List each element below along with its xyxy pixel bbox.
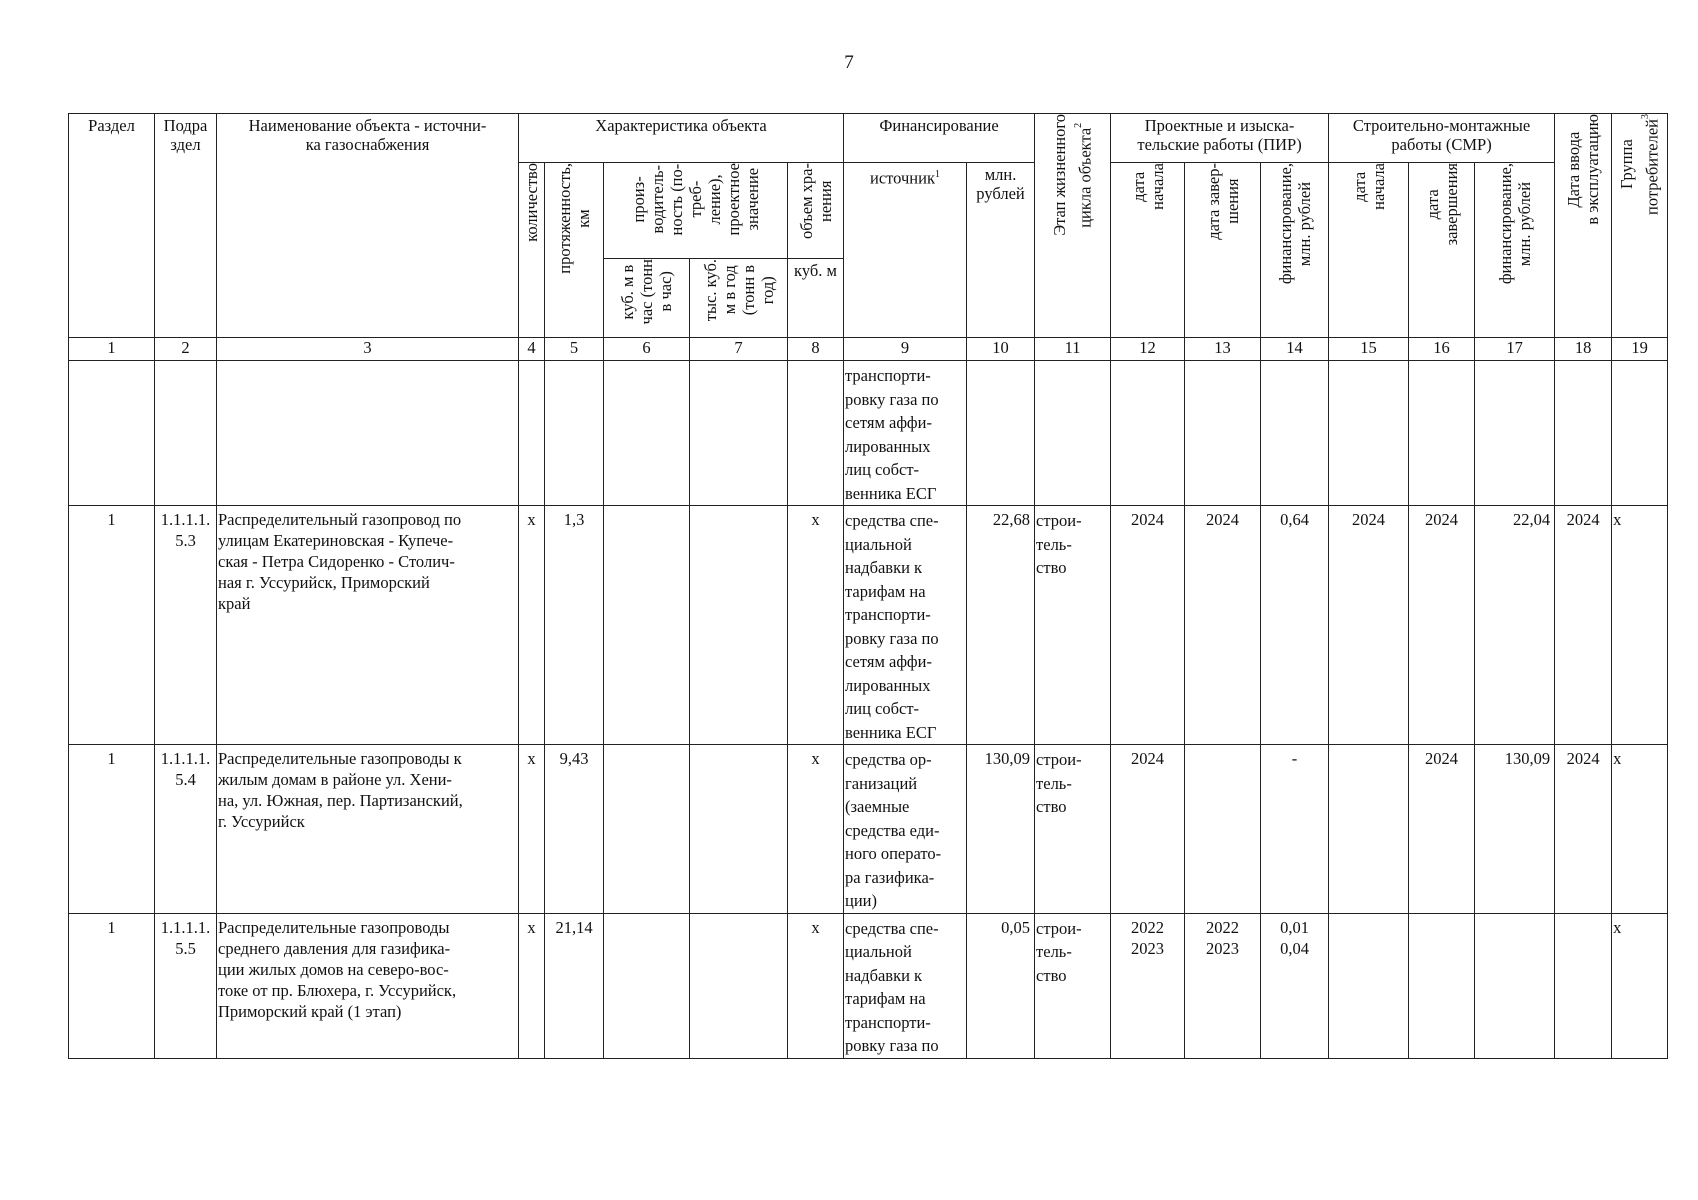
smr-fin-cell: 130,09: [1475, 745, 1555, 914]
smr-end-cell: 2024: [1409, 745, 1475, 914]
length-label: протяженность, км: [555, 163, 593, 274]
stage-cell: строи- тель- ство: [1035, 745, 1111, 914]
pir-start-cell: 2024: [1111, 506, 1185, 745]
pir-start-cell: 2022 2023: [1111, 913, 1185, 1058]
header-pir-start: [1111, 163, 1185, 338]
smr-fin-label: финансирование, млн. рублей: [1495, 163, 1534, 285]
pir-start-label: дата начала: [1128, 163, 1167, 210]
pir-fin-cell: 0,64: [1261, 506, 1329, 745]
header-productivity: [604, 163, 788, 259]
column-number: 12: [1111, 338, 1185, 361]
header-storage: [788, 163, 844, 259]
razdel-cell: 1: [69, 506, 155, 745]
header-cub-hour: [604, 259, 690, 338]
column-number: 8: [788, 338, 844, 361]
column-number: 17: [1475, 338, 1555, 361]
column-numbers-row: [69, 338, 1668, 361]
source-cell: средства спе- циальной надбавки к тарифам на транспорти- ровку газа по: [844, 913, 967, 1058]
table-row: [69, 361, 1668, 506]
header-lifecycle: [1035, 114, 1111, 338]
commission-cell: [1555, 361, 1612, 506]
stage-cell: [1035, 361, 1111, 506]
smr-start-cell: 2024: [1329, 506, 1409, 745]
header-commission: [1555, 114, 1612, 338]
header-financing: Финансирование: [844, 114, 1035, 163]
group-sup: 3: [1640, 114, 1652, 119]
group-cell: x: [1612, 745, 1668, 914]
group-cell: x: [1612, 506, 1668, 745]
column-number: 9: [844, 338, 967, 361]
header-razdel: Раздел: [69, 114, 155, 338]
pir-end-date-label: дата: [1203, 209, 1223, 240]
cub-hour-cell: [604, 506, 690, 745]
header-smr: Строительно-монтажные работы (СМР): [1329, 114, 1555, 163]
quantity-cell: x: [519, 913, 545, 1058]
mln-cell: 0,05: [967, 913, 1035, 1058]
razdel-cell: [69, 361, 155, 506]
mln-cell: 130,09: [967, 745, 1035, 914]
cub-hour-cell: [604, 745, 690, 914]
column-number: 1: [69, 338, 155, 361]
productivity-label: произ- водитель- ность (по- треб- ление), проектное значение: [629, 163, 762, 236]
smr-end-cell: [1409, 361, 1475, 506]
pir-end-cell: [1185, 361, 1261, 506]
pir-fin-cell: 0,01 0,04: [1261, 913, 1329, 1058]
column-number: 4: [519, 338, 545, 361]
column-number: 5: [545, 338, 604, 361]
podrazdel-cell: 1.1.1.1. 5.3: [155, 506, 217, 745]
name-cell: [217, 361, 519, 506]
gas-objects-table: [68, 113, 1668, 1059]
column-number: 14: [1261, 338, 1329, 361]
column-number: 15: [1329, 338, 1409, 361]
cub-hour-cell: [604, 361, 690, 506]
source-cell: средства спе- циальной надбавки к тарифам на транспорти- ровку газа по сетям аффи- лированных лиц собст- венника ЕСГ: [844, 506, 967, 745]
thous-year-cell: [690, 361, 788, 506]
length-cell: 1,3: [545, 506, 604, 745]
header-length: [545, 163, 604, 338]
lifecycle-label: Этап жизненного цикла объекта: [1050, 114, 1095, 236]
pir-start-cell: 2024: [1111, 745, 1185, 914]
header-quantity: [519, 163, 545, 338]
thous-year-label: тыс. куб. м в год (тонн в год): [700, 259, 777, 322]
cub-hour-cell: [604, 913, 690, 1058]
quantity-cell: x: [519, 506, 545, 745]
header-smr-start: [1329, 163, 1409, 338]
razdel-cell: 1: [69, 745, 155, 914]
smr-end-label: дата завершения: [1422, 163, 1461, 246]
smr-fin-cell: [1475, 913, 1555, 1058]
source-cell: средства ор- ганизаций (заемные средства еди- ного операто- ра газифика- ции): [844, 745, 967, 914]
smr-fin-cell: 22,04: [1475, 506, 1555, 745]
column-number: 13: [1185, 338, 1261, 361]
name-cell: Распределительный газопровод по улицам Екатериновская - Купече- ская - Петра Сидоренко - Столич- ная г. Уссурийск, Приморский край: [217, 506, 519, 745]
smr-end-cell: [1409, 913, 1475, 1058]
header-source: [844, 163, 967, 338]
length-cell: [545, 361, 604, 506]
group-cell: [1612, 361, 1668, 506]
smr-start-cell: [1329, 745, 1409, 914]
column-number: 18: [1555, 338, 1612, 361]
smr-start-cell: [1329, 361, 1409, 506]
pir-end-cell: [1185, 745, 1261, 914]
podrazdel-cell: 1.1.1.1. 5.5: [155, 913, 217, 1058]
quantity-label: количество: [522, 163, 541, 242]
source-sup: 1: [934, 169, 940, 180]
column-number: 10: [967, 338, 1035, 361]
cub-m-cell: x: [788, 745, 844, 914]
header-pir-end: [1185, 163, 1261, 338]
podrazdel-cell: [155, 361, 217, 506]
cub-m-cell: x: [788, 913, 844, 1058]
page-number: 7: [844, 52, 854, 73]
pir-end-label: завер- шения: [1203, 163, 1242, 225]
table-row: [69, 913, 1668, 1058]
source-label: источник: [870, 168, 935, 188]
header-pir: Проектные и изыска- тельские работы (ПИР): [1111, 114, 1329, 163]
commission-label: Дата ввода в эксплуатацию: [1564, 114, 1603, 225]
smr-end-cell: 2024: [1409, 506, 1475, 745]
smr-start-cell: [1329, 913, 1409, 1058]
header-cub-m: куб. м: [788, 259, 844, 338]
header-pir-fin: [1261, 163, 1329, 338]
header-name: Наименование объекта - источни- ка газоснабжения: [217, 114, 519, 338]
column-number: 11: [1035, 338, 1111, 361]
column-number: 7: [690, 338, 788, 361]
header-group: [1612, 114, 1668, 338]
group-cell: x: [1612, 913, 1668, 1058]
name-cell: Распределительные газопроводы среднего давления для газифика- ции жилых домов на северо-вос- токе от пр. Блюхера, г. Уссурийск, Приморский край (1 этап): [217, 913, 519, 1058]
pir-start-cell: [1111, 361, 1185, 506]
pir-end-cell: 2022 2023: [1185, 913, 1261, 1058]
stage-cell: строи- тель- ство: [1035, 913, 1111, 1058]
column-number: 2: [155, 338, 217, 361]
column-number: 6: [604, 338, 690, 361]
header-characteristics: Характеристика объекта: [519, 114, 844, 163]
column-number: 16: [1409, 338, 1475, 361]
thous-year-cell: [690, 913, 788, 1058]
stage-cell: строи- тель- ство: [1035, 506, 1111, 745]
column-number: 3: [217, 338, 519, 361]
quantity-cell: [519, 361, 545, 506]
length-cell: 21,14: [545, 913, 604, 1058]
cub-m-cell: x: [788, 506, 844, 745]
length-cell: 9,43: [545, 745, 604, 914]
group-label: Группа потребителей: [1617, 119, 1662, 215]
column-number: 19: [1612, 338, 1668, 361]
source-cell: транспорти- ровку газа по сетям аффи- лированных лиц собст- венника ЕСГ: [844, 361, 967, 506]
mln-cell: 22,68: [967, 506, 1035, 745]
thous-year-cell: [690, 745, 788, 914]
header-podrazdel: Подра здел: [155, 114, 217, 338]
pir-end-cell: 2024: [1185, 506, 1261, 745]
razdel-cell: 1: [69, 913, 155, 1058]
quantity-cell: x: [519, 745, 545, 914]
thous-year-cell: [690, 506, 788, 745]
cub-hour-label: куб. м в час (тонн в час): [618, 259, 675, 325]
header-thous-year: [690, 259, 788, 338]
lifecycle-sup: 2: [1073, 122, 1085, 128]
table-row: [69, 745, 1668, 914]
commission-cell: [1555, 913, 1612, 1058]
smr-start-label: дата начала: [1349, 163, 1388, 210]
mln-cell: [967, 361, 1035, 506]
name-cell: Распределительные газопроводы к жилым домам в районе ул. Хени- на, ул. Южная, пер. Партизанский, г. Уссурийск: [217, 745, 519, 914]
header-mln: млн. рублей: [967, 163, 1035, 338]
table-row: [69, 506, 1668, 745]
commission-cell: 2024: [1555, 506, 1612, 745]
pir-fin-cell: [1261, 361, 1329, 506]
pir-fin-label: финансирование, млн. рублей: [1275, 163, 1314, 285]
smr-fin-cell: [1475, 361, 1555, 506]
pir-fin-cell: -: [1261, 745, 1329, 914]
storage-label: объем хра- нения: [796, 163, 835, 239]
podrazdel-cell: 1.1.1.1. 5.4: [155, 745, 217, 914]
cub-m-cell: [788, 361, 844, 506]
header-smr-end: [1409, 163, 1475, 338]
header-smr-fin: [1475, 163, 1555, 338]
commission-cell: 2024: [1555, 745, 1612, 914]
